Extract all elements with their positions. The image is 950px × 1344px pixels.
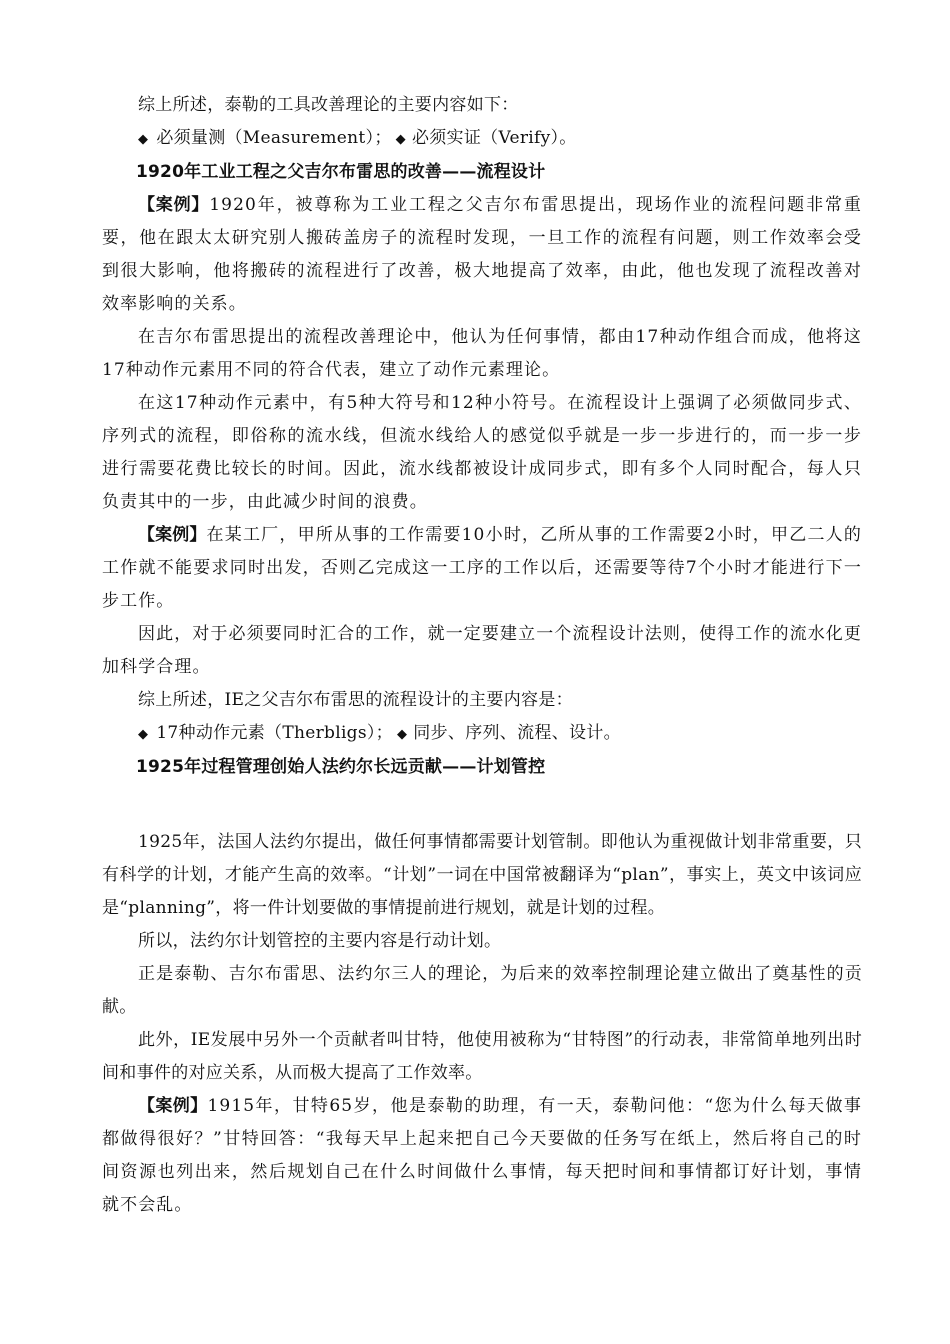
- document-page: [102, 89, 862, 1222]
- paragraph-text: 在某工厂，甲所从事的工作需要10小时，乙所从事的工作需要2小时，甲乙二人的工作就不能要求同时出发，否则乙完成这一工序的工作以后，还需要等待7个小时才能进行下一步工作。: [102, 525, 862, 611]
- paragraph-text: 1920年，被尊称为工业工程之父吉尔布雷思提出，现场作业的流程问题非常重要，他在跟太太研究别人搬砖盖房子的流程时发现，一旦工作的流程有问题，则工作效率会受到很大影响，他将搬砖的流程进行了改善，极大地提高了效率，由此，他也发现了流程改善对效率影响的关系。: [102, 195, 863, 314]
- paragraph-text: 1915年，甘特65岁，他是泰勒的助理，有一天，泰勒问他：“您为什么每天做事都做得很好？”甘特回答：“我每天早上起来把自己今天要做的任务写在纸上，然后将自己的时间资源也列出来，然后规划自己在什么时间做什么事情，每天把时间和事情都订好计划，事情就不会乱。: [102, 1096, 863, 1215]
- bullet-item: 同步、序列、流程、设计。: [413, 723, 621, 743]
- paragraph: 在吉尔布雷思提出的流程改善理论中，他认为任何事情，都由17种动作组合而成，他将这17种动作元素用不同的符合代表，建立了动作元素理论。: [102, 327, 862, 380]
- diamond-bullet-icon: ◆: [396, 727, 408, 742]
- diamond-bullet-icon: ◆: [138, 132, 149, 147]
- bullet-item: 17种动作元素（Therbligs）；: [156, 723, 393, 743]
- section-heading-fayol: 1925年过程管理创始人法约尔长远贡献——计划管控: [136, 757, 546, 777]
- summary-taylor: 综上所述，泰勒的工具改善理论的主要内容如下：: [138, 95, 519, 115]
- case-paragraph: [102, 189, 862, 321]
- bullet-list-gilbreth: [102, 717, 862, 751]
- case-paragraph: [102, 1090, 862, 1222]
- case-label: 【案例】: [138, 525, 207, 545]
- blank-line: [102, 784, 862, 826]
- bullet-item: 必须量测（Measurement）；: [156, 128, 392, 148]
- case-label: 【案例】: [138, 195, 210, 215]
- paragraph: 在这17种动作元素中，有5种大符号和12种小符号。在流程设计上强调了必须做同步式、序列式的流程，即俗称的流水线，但流水线给人的感觉似乎就是一步一步进行的，而一步一步进行需要花费比较长的时间。因此，流水线都被设计成同步式，即有多个人同时配合，每人只负责其中的一步，由此减少时间的浪费。: [102, 393, 862, 512]
- section-heading-gilbreth: 1920年工业工程之父吉尔布雷思的改善——流程设计: [136, 162, 546, 182]
- diamond-bullet-icon: ◆: [395, 132, 406, 147]
- bullet-item: 必须实证（Verify）。: [411, 128, 577, 148]
- summary-gilbreth: 综上所述，IE之父吉尔布雷思的流程设计的主要内容是：: [138, 690, 573, 710]
- diamond-bullet-icon: ◆: [138, 727, 149, 742]
- paragraph: 所以，法约尔计划管控的主要内容是行动计划。: [138, 931, 502, 951]
- paragraph: 1925年，法国人法约尔提出，做任何事情都需要计划管制。即他认为重视做计划非常重要，只有科学的计划，才能产生高的效率。“计划”一词在中国常被翻译为“plan”，事实上，英文中该词应是“planning”，将一件计划要做的事情提前进行规划，就是计划的过程。: [102, 832, 862, 918]
- case-label: 【案例】: [138, 1096, 208, 1116]
- paragraph: 因此，对于必须要同时汇合的工作，就一定要建立一个流程设计法则，使得工作的流水化更加科学合理。: [102, 624, 862, 677]
- paragraph: 此外，IE发展中另外一个贡献者叫甘特，他使用被称为“甘特图”的行动表，非常简单地列出时间和事件的对应关系，从而极大提高了工作效率。: [102, 1030, 862, 1083]
- case-paragraph: [102, 519, 862, 618]
- bullet-list-taylor: [102, 122, 862, 156]
- paragraph: 正是泰勒、吉尔布雷思、法约尔三人的理论，为后来的效率控制理论建立做出了奠基性的贡献。: [102, 964, 862, 1017]
